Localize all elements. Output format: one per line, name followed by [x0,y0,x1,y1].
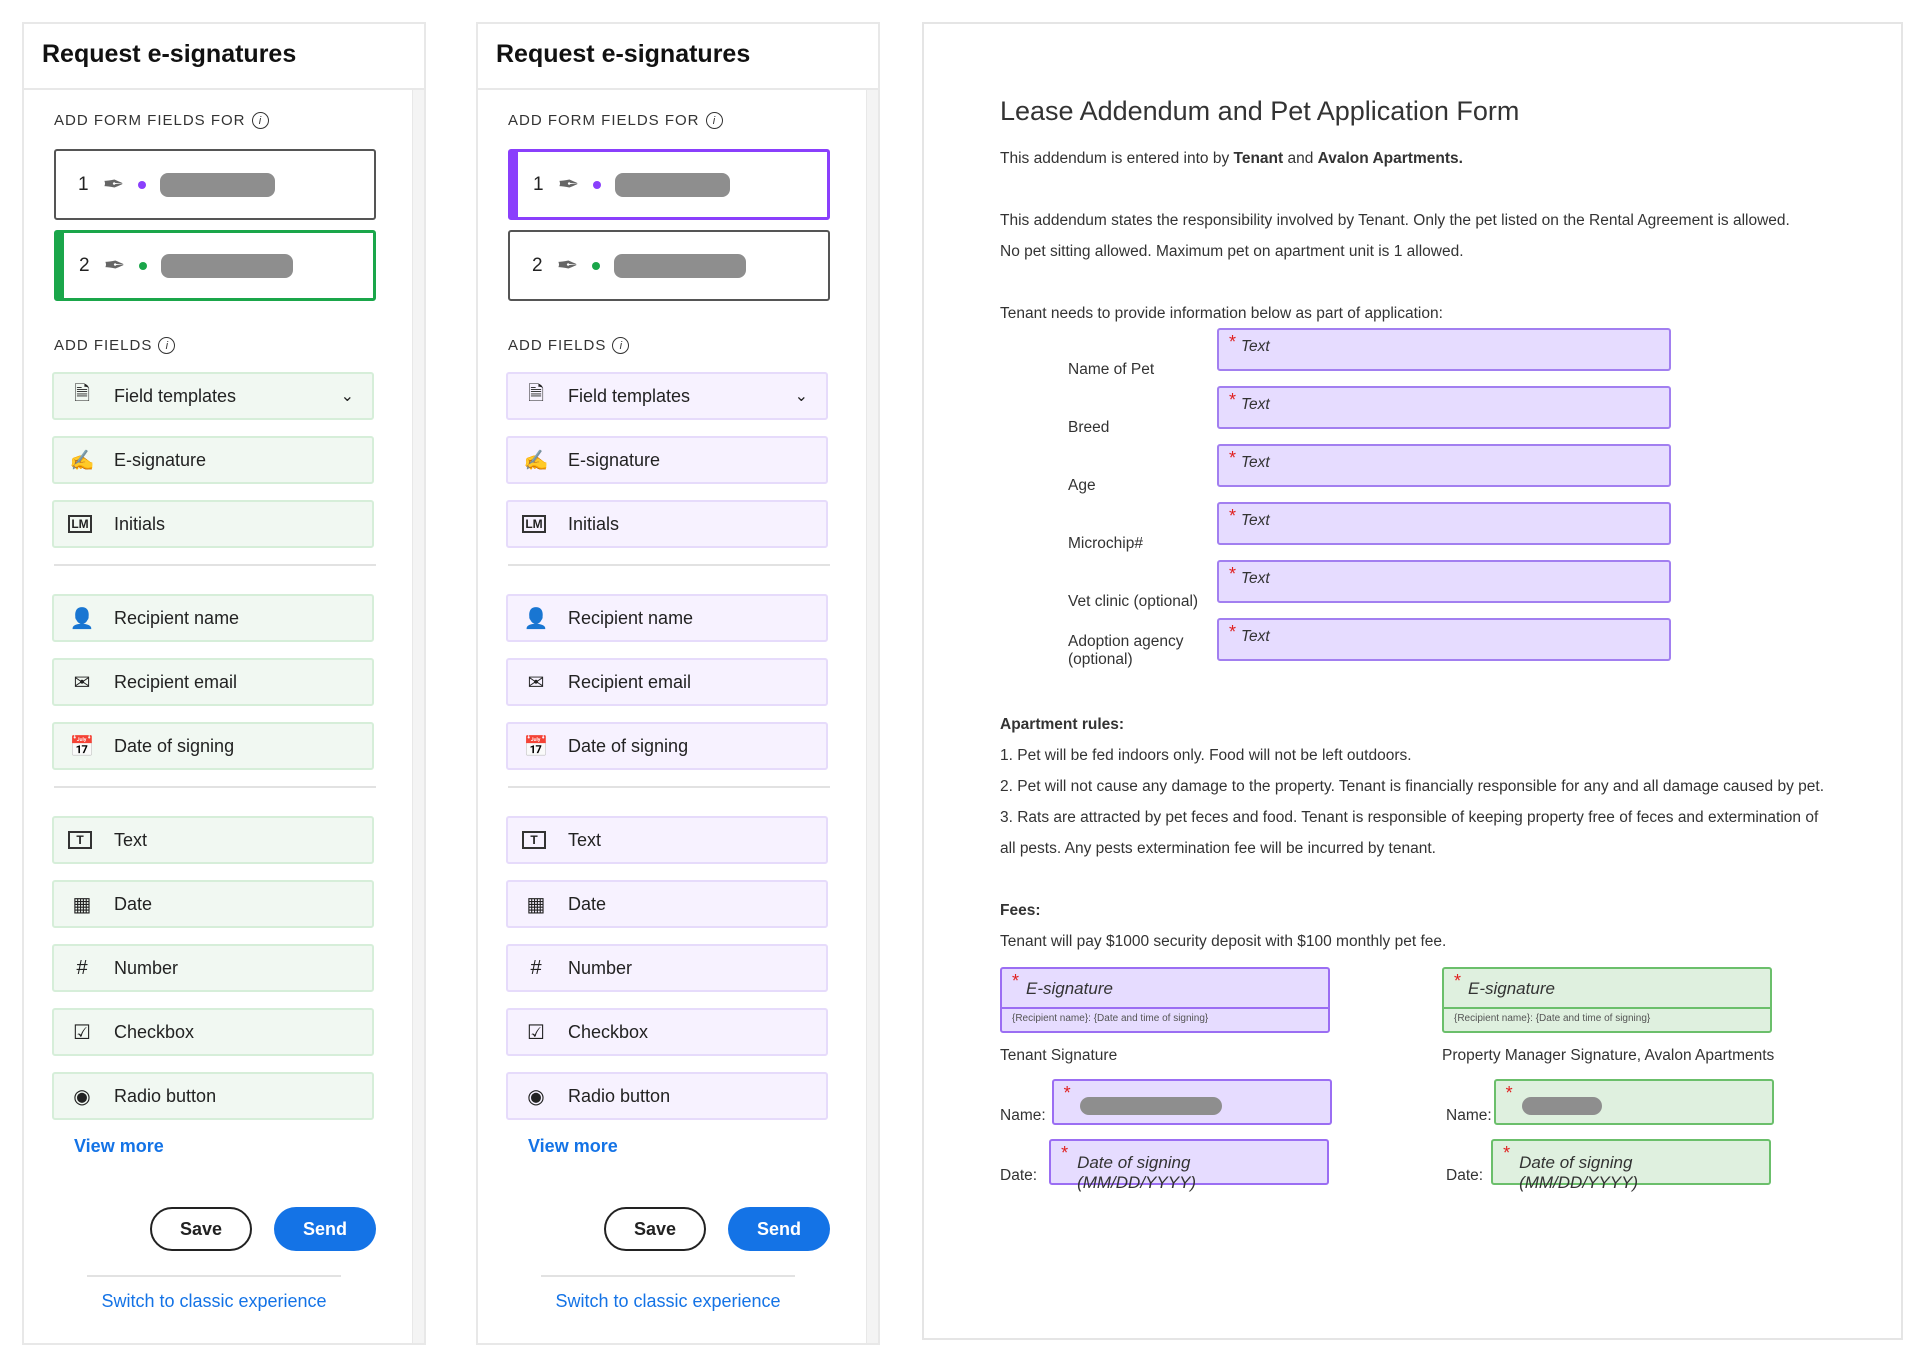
field-initials[interactable] [52,500,374,548]
add-form-fields-for-heading [508,112,878,129]
pen-icon: ✒ [102,169,125,199]
field-date[interactable] [506,880,828,928]
request-esignatures-panel-purple [476,22,880,1345]
required-marker: * [1063,1083,1071,1103]
chevron-down-icon[interactable]: ⌄ [340,388,354,405]
intro-landlord: Avalon Apartments. [1317,150,1463,167]
text-field[interactable] [1217,502,1671,545]
text-placeholder: Text [1241,338,1270,355]
field-field-templates[interactable] [52,372,374,420]
recipient-number: 2 [79,254,90,276]
field-label: Recipient email [568,671,692,692]
intro-and: and [1283,150,1318,167]
save-button[interactable]: Save [150,1207,252,1251]
pet-fields [1000,323,1901,671]
field-date-of-signing[interactable] [506,722,828,770]
redacted-recipient-name [161,254,293,278]
save-button[interactable]: Save [604,1207,706,1251]
person-icon: 👤 [69,607,95,630]
pet-field-row [1000,381,1901,439]
required-marker: * [1503,1143,1511,1163]
text-placeholder: Text [1241,628,1270,645]
intro-text [1000,143,1901,174]
view-more-link[interactable]: View more [74,1136,164,1156]
field-label: Date of signing [568,735,689,756]
manager-date-field[interactable] [1491,1139,1771,1192]
intro-a: This addendum is entered into by [1000,150,1234,167]
required-marker: * [1229,622,1237,642]
field-templates-icon: 🗎 [527,383,545,405]
field-label: Microchip# [1068,535,1143,552]
redacted-recipient-name [614,254,746,278]
pen-icon: ✒ [103,250,126,280]
field-label: Date of signing [114,735,235,756]
field-date[interactable] [52,880,374,928]
section-label: ADD FIELDS [508,337,607,354]
date-placeholder: Date of signing (MM/DD/YYYY) [1077,1153,1197,1192]
esig-placeholder: E-signature [1026,979,1113,998]
rule-line: 1. Pet will be fed indoors only. Food will not be left outdoors. [1000,747,1412,764]
field-e-signature[interactable] [52,436,374,484]
field-recipient-name[interactable] [506,594,828,642]
date-label: Date: [1446,1167,1484,1184]
redacted-name [1522,1097,1602,1115]
field-recipient-email[interactable] [506,658,828,706]
checkbox-icon: ☑ [527,1021,545,1044]
recipient-1[interactable] [54,149,376,220]
tenant-signature-block [1000,967,1332,1192]
field-date-of-signing[interactable] [52,722,374,770]
switch-classic-link[interactable]: Switch to classic experience [541,1275,795,1312]
text-placeholder: Text [1241,396,1270,413]
mail-icon: ✉ [73,671,91,694]
para2-l1: This addendum states the responsibility involved by Tenant. Only the pet listed on the Rental Agreement is allowed. [1000,212,1790,229]
required-marker: * [1061,1143,1069,1163]
view-more-link[interactable]: View more [528,1136,618,1156]
text-field[interactable] [1217,386,1671,429]
rule-line: 3. Rats are attracted by pet feces and food. Tenant is responsible of keeping property free of feces and extermination of [1000,809,1819,826]
fees-text: Tenant will pay $1000 security deposit with $100 monthly pet fee. [1000,933,1447,950]
redacted-name [1080,1097,1222,1115]
text-placeholder: Text [1241,454,1270,471]
field-label: Age [1068,477,1096,494]
esig-placeholder: E-signature [1468,979,1555,998]
required-marker: * [1229,390,1237,410]
recipient-2[interactable] [508,230,830,301]
field-label: Field templates [568,385,691,406]
pet-field-row [1000,613,1901,671]
field-label: Breed [1068,419,1110,436]
add-form-fields-for-heading [54,112,424,129]
manager-signature-label: Property Manager Signature, Avalon Apartments [1442,1047,1775,1064]
field-text[interactable] [506,816,828,864]
radio-icon: ◉ [73,1085,91,1108]
text-placeholder: Text [1241,512,1270,529]
date-label: Date: [1000,1167,1038,1184]
info-icon[interactable]: i [252,112,269,129]
field-label: Text [114,829,148,850]
name-label: Name: [1000,1107,1046,1124]
redacted-recipient-name [615,173,730,197]
field-label: Text [568,829,602,850]
date-placeholder: Date of signing (MM/DD/YYYY) [1519,1153,1639,1192]
recipient-color-dot [593,181,601,189]
info-icon[interactable]: i [706,112,723,129]
esig-sub: {Recipient name}: {Date and time of signing} [1444,1007,1770,1028]
recipient-number: 1 [533,173,544,195]
field-label: E-signature [568,449,661,470]
signature-area [1000,967,1901,1207]
name-label: Name: [1446,1107,1492,1124]
panel-title: Request e-signatures [24,24,424,90]
field-label: Adoption agency (optional) [1068,633,1184,668]
pen-icon: ✒ [556,250,579,280]
intro-tenant: Tenant [1233,150,1284,167]
manager-signature-block [1442,967,1775,1192]
divider [54,786,376,788]
field-initials[interactable] [506,500,828,548]
field-radio-button[interactable] [506,1072,828,1120]
recipient-color-dot [138,181,146,189]
add-fields-heading [508,337,878,354]
recipient-2[interactable] [54,230,376,301]
field-label: Checkbox [114,1021,195,1042]
e-signature-icon: ✍ [523,449,549,472]
radio-icon: ◉ [527,1085,545,1108]
text-field[interactable] [1217,328,1671,371]
section-label: ADD FORM FIELDS FOR [508,112,700,129]
field-label: Radio button [568,1085,671,1106]
field-label: Radio button [114,1085,217,1106]
field-label: Date [568,893,607,914]
field-text[interactable] [52,816,374,864]
field-label: Date [114,893,153,914]
field-checkbox[interactable] [52,1008,374,1056]
field-recipient-email[interactable] [52,658,374,706]
pen-icon: ✒ [557,169,580,199]
rule-line: all pests. Any pests extermination fee will be incurred by tenant. [1000,840,1436,857]
field-checkbox[interactable] [506,1008,828,1056]
e-signature-icon: ✍ [69,449,95,472]
required-marker: * [1454,971,1462,991]
rule-line: 2. Pet will not cause any damage to the property. Tenant is financially responsible for any and all damage caused by pet. [1000,778,1825,795]
info-icon[interactable]: i [612,337,629,354]
redacted-recipient-name [160,173,275,197]
mail-icon: ✉ [527,671,545,694]
field-number[interactable] [52,944,374,992]
text-field[interactable] [1217,444,1671,487]
field-label: Recipient name [568,607,694,628]
document-title: Lease Addendum and Pet Application Form [1000,96,1520,126]
pet-field-row [1000,439,1901,497]
required-marker: * [1229,564,1237,584]
text-placeholder: Text [1241,570,1270,587]
text-icon: T [68,831,92,849]
text-field[interactable] [1217,560,1671,603]
chevron-down-icon[interactable]: ⌄ [794,388,808,405]
calendar-sign-icon: 📅 [69,735,95,758]
scrollbar[interactable] [412,90,424,1343]
pet-field-row [1000,497,1901,555]
person-icon: 👤 [523,607,549,630]
hash-icon: # [530,956,542,979]
field-label: Number [568,957,633,978]
field-label: Number [114,957,179,978]
pet-field-row [1000,323,1901,381]
tenant-signature-label: Tenant Signature [1000,1047,1118,1064]
calendar-sign-icon: 📅 [523,735,549,758]
rules-title: Apartment rules: [1000,716,1125,733]
pet-field-row [1000,555,1901,613]
field-label: Recipient email [114,671,238,692]
rules-list [1000,740,1901,864]
divider [508,786,830,788]
para2-l2: No pet sitting allowed. Maximum pet on apartment unit is 1 allowed. [1000,243,1464,260]
field-e-signature[interactable] [506,436,828,484]
manager-esignature-field[interactable] [1442,967,1772,1033]
text-icon: T [522,831,546,849]
field-radio-button[interactable] [52,1072,374,1120]
esig-sub: {Recipient name}: {Date and time of signing} [1002,1007,1328,1028]
send-button[interactable]: Send [274,1207,376,1251]
required-marker: * [1012,971,1020,991]
info-icon[interactable]: i [158,337,175,354]
divider [508,564,830,566]
document-page [922,22,1903,1340]
field-field-templates[interactable] [506,372,828,420]
hash-icon: # [76,956,88,979]
para3: Tenant needs to provide information below as part of application: [1000,305,1443,322]
tenant-name-field[interactable] [1052,1079,1332,1125]
field-recipient-name[interactable] [52,594,374,642]
field-label: Initials [568,513,620,534]
field-label: Checkbox [568,1021,649,1042]
recipient-color-dot [139,262,147,270]
add-fields-heading [54,337,424,354]
required-marker: * [1229,448,1237,468]
field-label: Name of Pet [1068,361,1155,378]
field-label: Field templates [114,385,237,406]
switch-classic-link[interactable]: Switch to classic experience [87,1275,341,1312]
required-marker: * [1505,1083,1513,1103]
section-label: ADD FIELDS [54,337,153,354]
section-label: ADD FORM FIELDS FOR [54,112,246,129]
tenant-date-field[interactable] [1049,1139,1329,1192]
initials-icon: LM [68,515,92,533]
divider [54,564,376,566]
recipient-number: 1 [78,173,89,195]
fees-title: Fees: [1000,902,1041,919]
field-number[interactable] [506,944,828,992]
scrollbar[interactable] [866,90,878,1343]
request-esignatures-panel-green [22,22,426,1345]
tenant-esignature-field[interactable] [1000,967,1330,1033]
calendar-icon: ▦ [526,893,546,916]
recipient-color-dot [592,262,600,270]
checkbox-icon: ☑ [73,1021,91,1044]
field-label: E-signature [114,449,207,470]
field-templates-icon: 🗎 [73,383,91,405]
panel-title: Request e-signatures [478,24,878,90]
field-label: Recipient name [114,607,240,628]
send-button[interactable]: Send [728,1207,830,1251]
field-label: Initials [114,513,166,534]
initials-icon: LM [522,515,546,533]
text-field[interactable] [1217,618,1671,661]
required-marker: * [1229,506,1237,526]
recipient-number: 2 [532,254,543,276]
required-marker: * [1229,332,1237,352]
field-label: Vet clinic (optional) [1068,593,1199,610]
manager-name-field[interactable] [1494,1079,1774,1125]
calendar-icon: ▦ [72,893,92,916]
recipient-1[interactable] [508,149,830,220]
